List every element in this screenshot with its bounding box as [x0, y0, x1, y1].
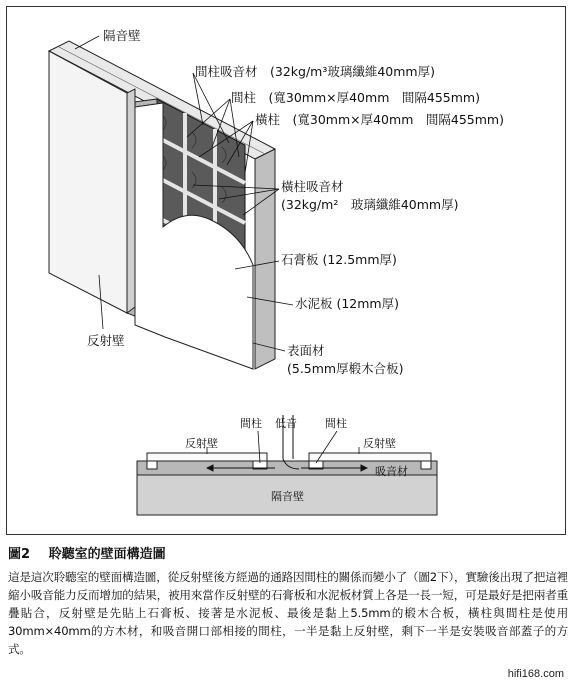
section-label-stud-left: 間柱 [240, 417, 262, 430]
wall-structure-diagram [7, 7, 567, 536]
section-label-sound-wall: 隔音壁 [271, 490, 304, 503]
section-label-reflector-left: 反射壁 [185, 437, 218, 450]
label-rail: 橫柱 (寬30mm×厚40mm 間隔455mm) [255, 112, 504, 127]
label-rail-absorber-spec: (32kg/m² 玻璃纖維40mm厚) [281, 197, 459, 212]
figure-title: 聆聽室的壁面構造圖 [48, 547, 166, 562]
label-rail-absorber: 橫柱吸音材 [281, 179, 344, 194]
label-surface: 表面材 [287, 343, 325, 358]
label-surface-spec: (5.5mm厚椴木合板) [287, 361, 404, 376]
figure-frame [6, 6, 566, 535]
caption-title [8, 543, 568, 562]
section-label-stud-right: 間柱 [325, 417, 347, 430]
label-gypsum: 石膏板 (12.5mm厚) [281, 252, 397, 267]
label-stud-absorber: 間柱吸音材 (32kg/m³玻璃纖維40mm厚) [195, 64, 435, 79]
section-label-low-freq: 低音 [275, 417, 297, 430]
figure-number: 圖2 [8, 547, 31, 562]
watermark-text: hifi168.com [507, 668, 564, 680]
caption-text: 這是這次聆聽室的壁面構造圖，從反射壁後方經過的通路因間柱的關係而變小了（圖2下），實驗後出現了把這裡縮小吸音能力反而增加的結果，被用來當作反射壁的石膏板和水泥板材質上各是一長一短，可是最好是把兩者重疊貼合，反射壁是先貼上石膏板、接著是水泥板、最後是黏上5.5mm的椴木合板，橫柱與間柱是使用30mm×40mm的方木材，和吸音開口部相接的間柱，一半是黏上反射壁，剩下一半是安裝吸音部蓋子的方式。 [8, 570, 568, 656]
label-stud: 間柱 (寬30mm×厚40mm 間隔455mm) [231, 90, 480, 105]
label-sound-wall: 隔音壁 [103, 28, 141, 43]
figure-caption [8, 543, 568, 658]
section-label-absorber: 吸音材 [375, 465, 408, 478]
label-reflector: 反射壁 [87, 333, 125, 348]
label-cement: 水泥板 (12mm厚) [295, 296, 399, 311]
section-label-reflector-right: 反射壁 [363, 437, 396, 450]
